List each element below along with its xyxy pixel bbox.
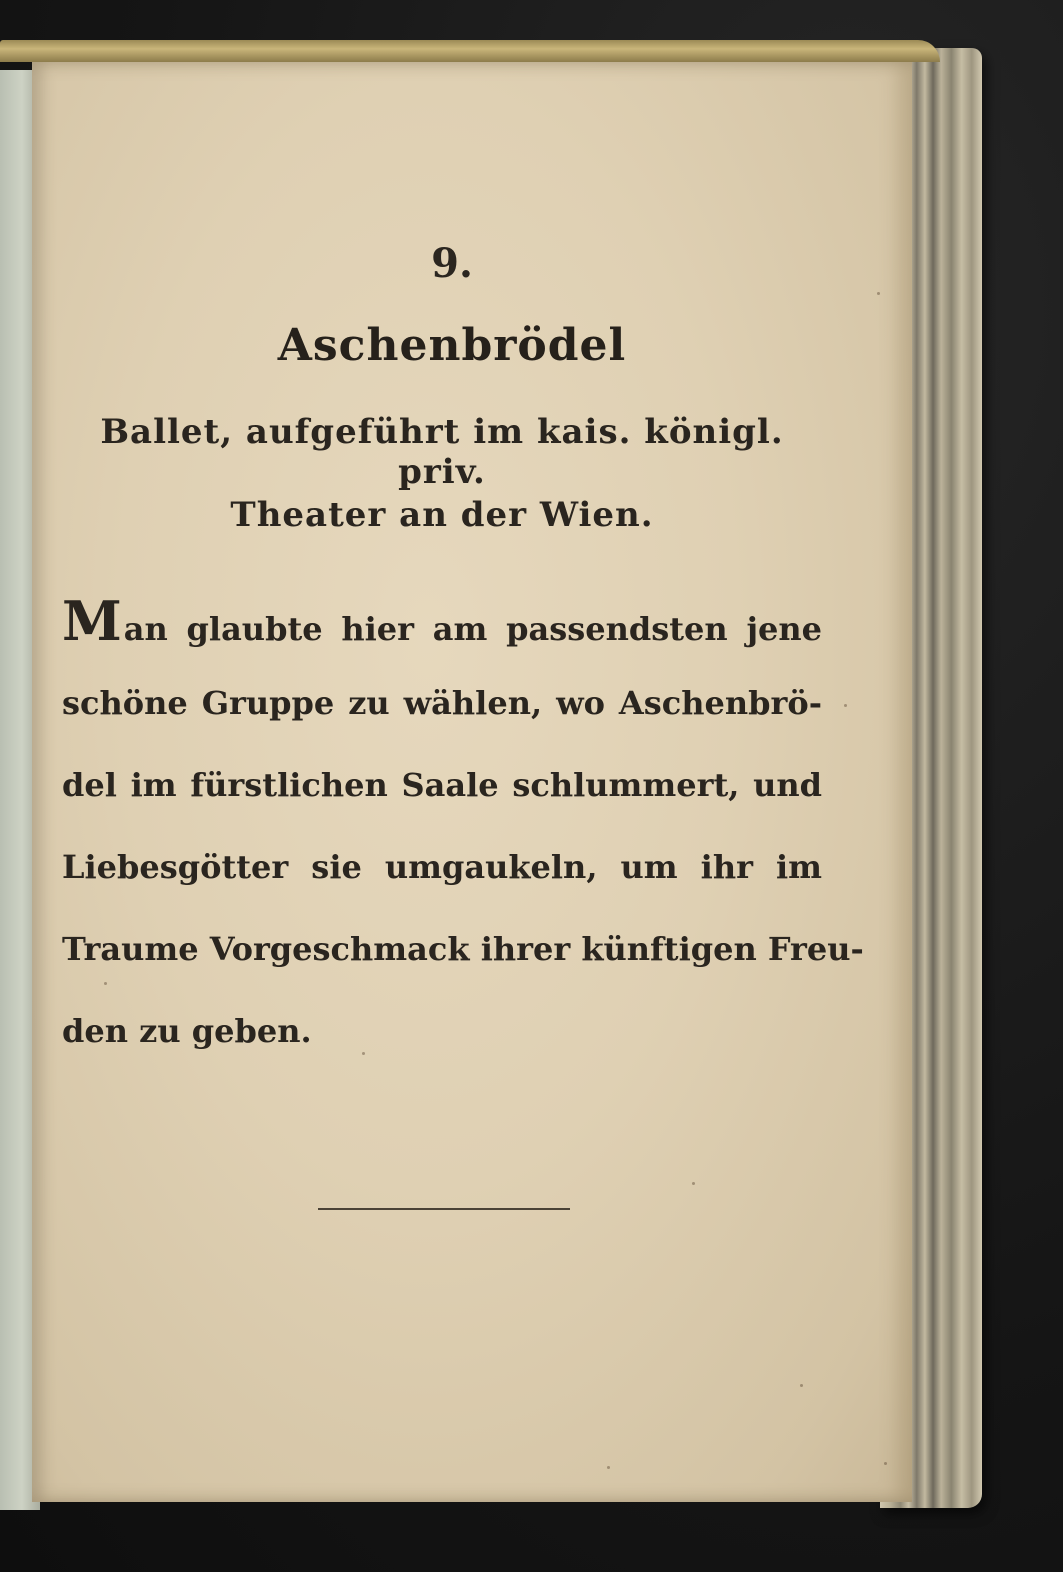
- body-line-3: del im fürstlichen Saale schlummert, und: [62, 766, 822, 804]
- body-line-6: den zu geben.: [62, 1012, 312, 1050]
- body-line-1: [62, 580, 822, 662]
- subtitle-line-1: Ballet, aufgeführt im kais. königl. priv.: [100, 412, 784, 492]
- book-page: [32, 62, 912, 1502]
- body-line-1-text: an glaubte hier am passendsten jene: [123, 610, 822, 648]
- body-line-2: schöne Gruppe zu wählen, wo Aschenbrö-: [62, 684, 822, 722]
- subtitle-line-2: Theater an der Wien.: [230, 495, 654, 535]
- page-number: 9.: [431, 240, 473, 287]
- body-line-5: Traume Vorgeschmack ihrer künftigen Freu-: [62, 930, 864, 968]
- body-paragraph: [62, 580, 864, 1072]
- book-top-edge: [0, 40, 940, 62]
- body-line-4: Liebesgötter sie umgaukeln, um ihr im: [62, 848, 822, 886]
- book: [0, 40, 990, 1515]
- section-divider-rule: [318, 1208, 570, 1210]
- page-title: Aschenbrödel: [277, 320, 627, 371]
- drop-cap: M: [62, 589, 122, 653]
